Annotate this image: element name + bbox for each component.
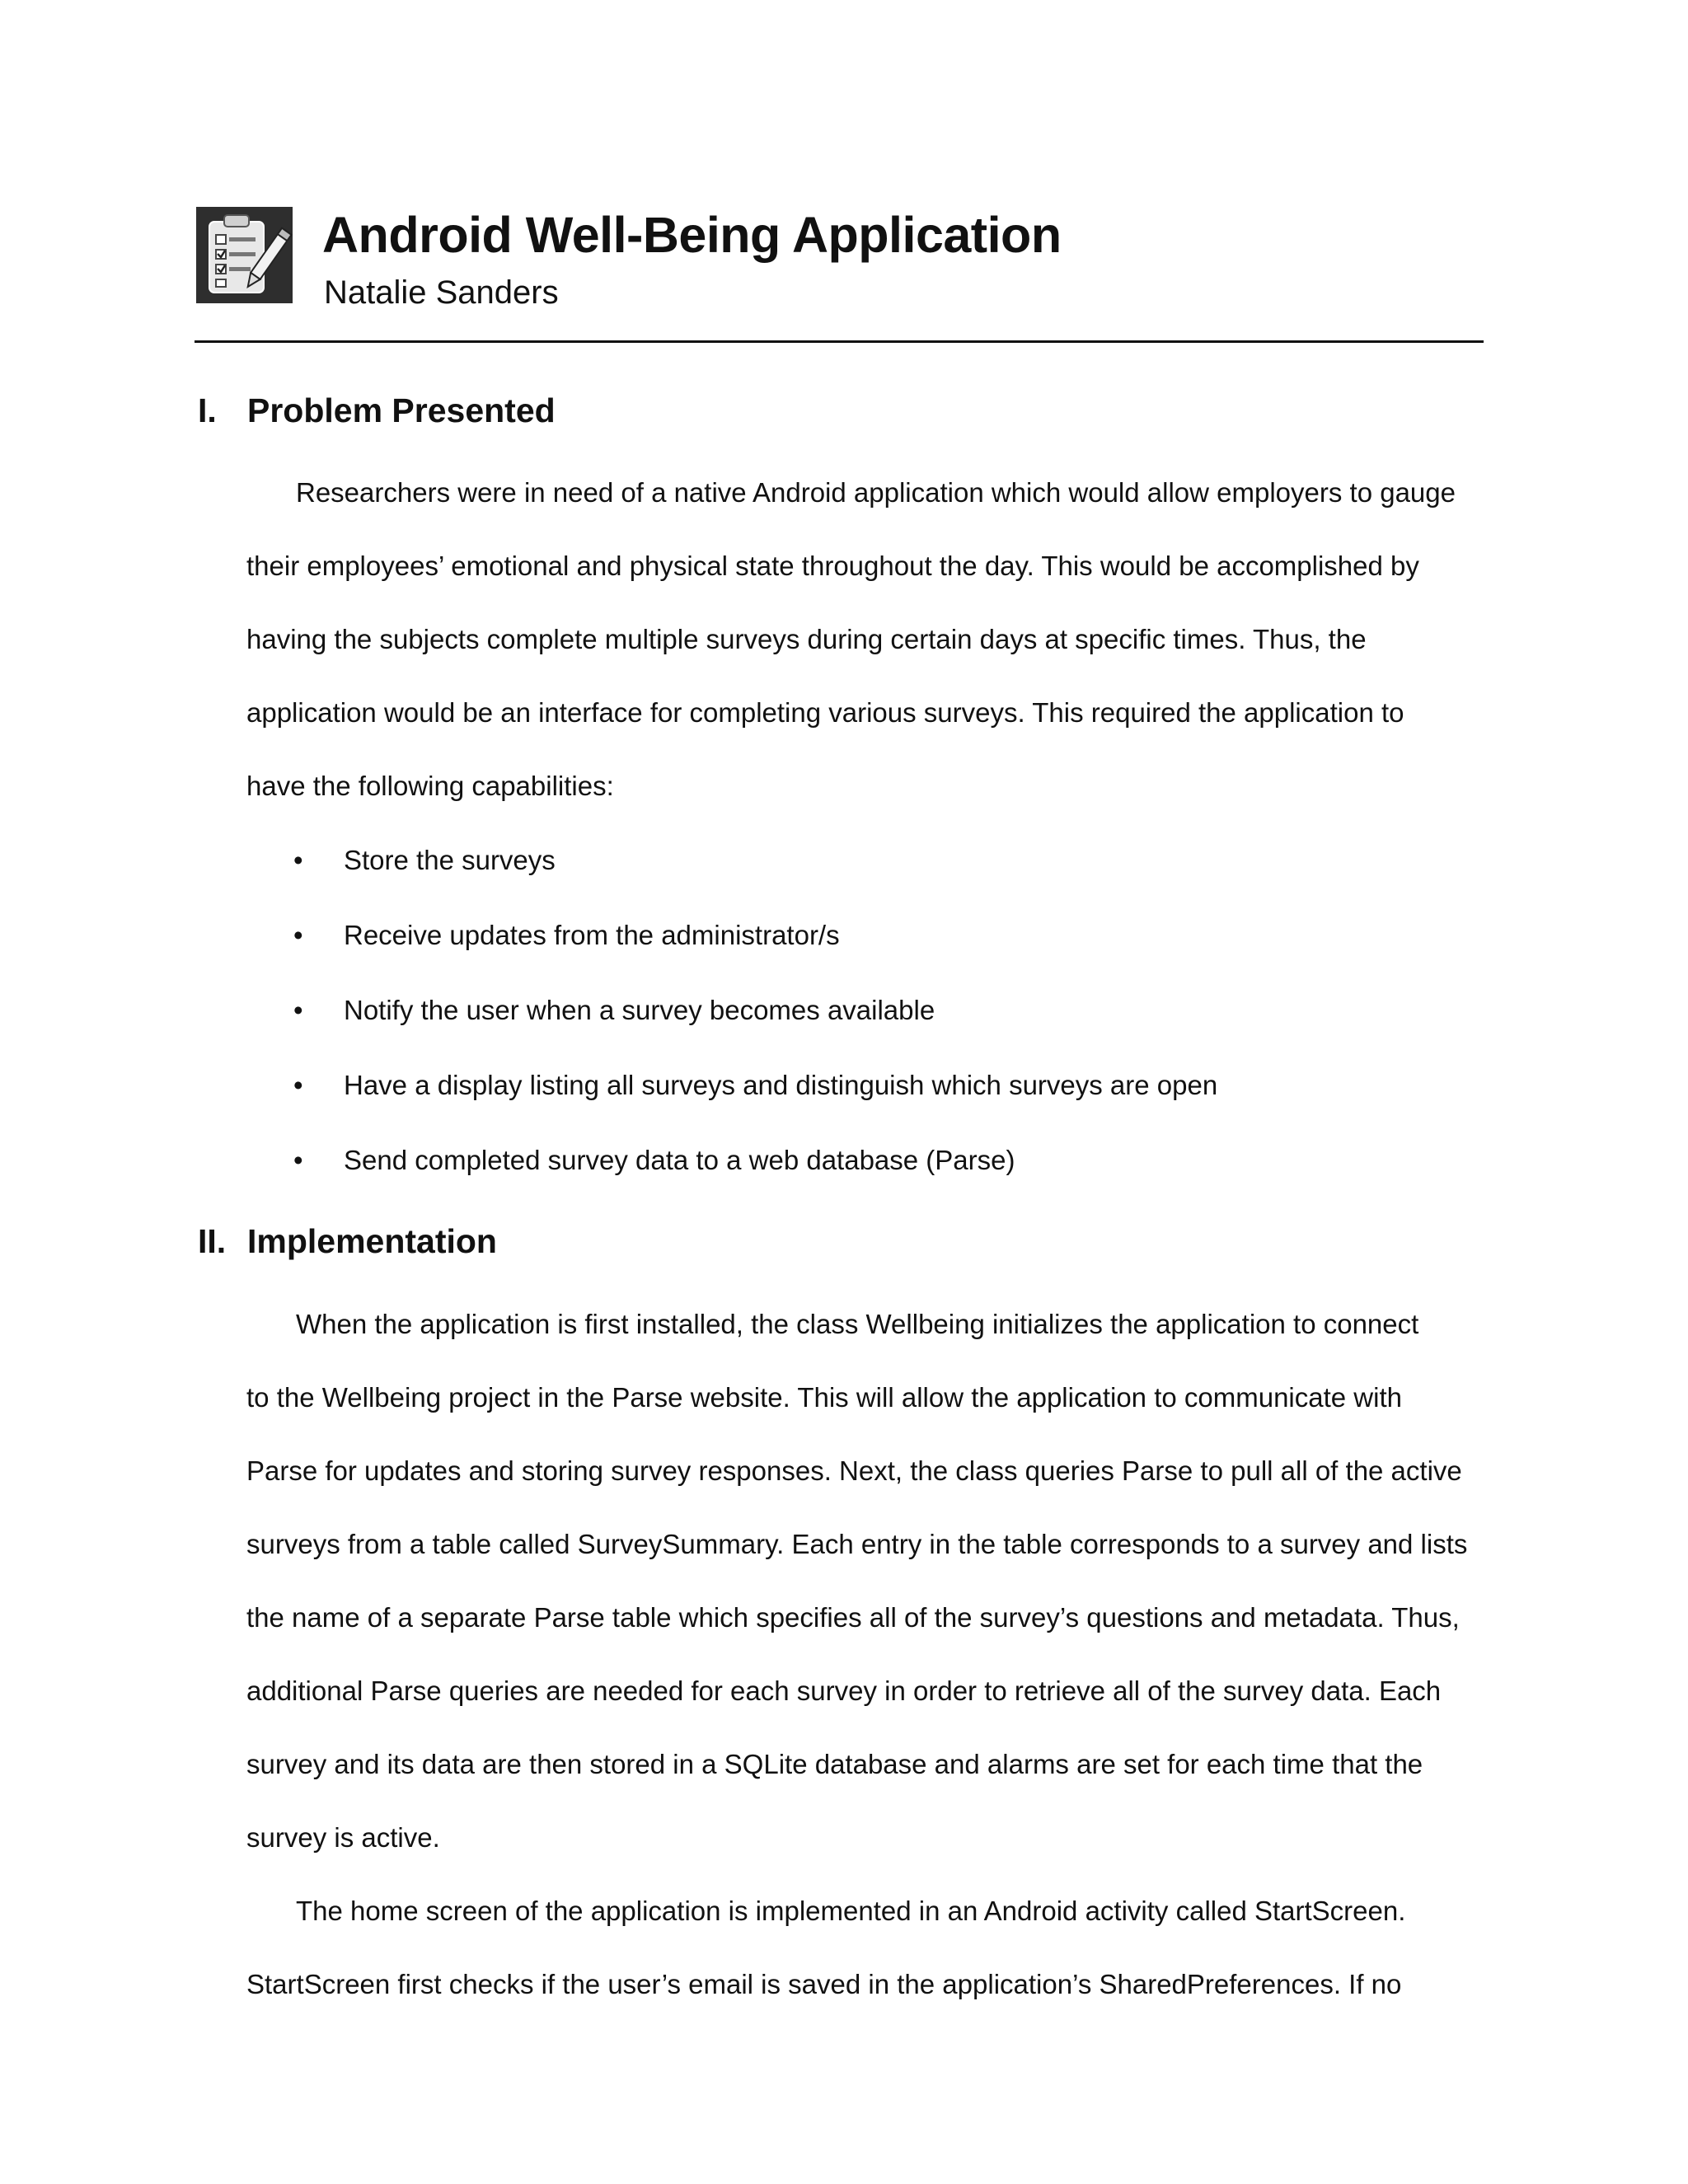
section-heading-implementation <box>198 1216 497 1266</box>
paragraph-line: their employees’ emotional and physical state throughout the day. This would be accomplished by <box>246 551 1419 581</box>
paragraph-line: The home screen of the application is implemented in an Android activity called StartScreen. <box>296 1896 1406 1926</box>
paragraph-line: StartScreen first checks if the user’s email is saved in the application’s SharedPreferences. If no <box>246 1969 1402 1999</box>
paragraph-line: having the subjects complete multiple surveys during certain days at specific times. Thus, the <box>246 624 1367 654</box>
list-item-text: Store the surveys <box>344 845 556 875</box>
paragraph-line: survey is active. <box>246 1822 440 1853</box>
document-header <box>196 202 1474 342</box>
document-title: Android Well-Being Application <box>322 207 1062 263</box>
header-divider <box>195 340 1484 343</box>
list-item-text: Send completed survey data to a web database (Parse) <box>344 1145 1015 1175</box>
section-heading-problem-presented <box>198 386 556 435</box>
bullet-icon: • <box>293 1145 303 1175</box>
paragraph-line: additional Parse queries are needed for each survey in order to retrieve all of the survey data. Each <box>246 1675 1442 1706</box>
paragraph-line: Parse for updates and storing survey responses. Next, the class queries Parse to pull all of the active <box>246 1455 1462 1486</box>
list-item-text: Notify the user when a survey becomes available <box>344 995 935 1025</box>
paragraph-line: Researchers were in need of a native Android application which would allow employers to gauge <box>296 477 1456 508</box>
bullet-icon: • <box>293 995 303 1025</box>
paragraph-line: surveys from a table called SurveySummary. Each entry in the table corresponds to a survey and lists <box>246 1529 1468 1559</box>
clipboard-checklist-pencil-icon <box>196 207 293 303</box>
paragraph-line: survey and its data are then stored in a SQLite database and alarms are set for each time that the <box>246 1749 1423 1779</box>
section-number: II. <box>198 1222 227 1260</box>
list-item-text: Have a display listing all surveys and distinguish which surveys are open <box>344 1070 1218 1100</box>
paragraph-line: to the Wellbeing project in the Parse website. This will allow the application to communicate with <box>246 1382 1402 1413</box>
section-title: Implementation <box>247 1222 497 1260</box>
paragraph-line: application would be an interface for completing various surveys. This required the application to <box>246 697 1404 728</box>
paragraph-line: have the following capabilities: <box>246 771 614 801</box>
section-number: I. <box>198 391 217 429</box>
bullet-icon: • <box>293 920 303 950</box>
document-author: Natalie Sanders <box>324 274 559 311</box>
list-item-text: Receive updates from the administrator/s <box>344 920 840 950</box>
bullet-icon: • <box>293 1070 303 1100</box>
section-title: Problem Presented <box>247 391 556 429</box>
paragraph-line: the name of a separate Parse table which specifies all of the survey’s questions and metadata. Thus, <box>246 1602 1460 1633</box>
bullet-icon: • <box>293 845 303 875</box>
paragraph-line: When the application is first installed, the class Wellbeing initializes the application to connect <box>296 1309 1419 1339</box>
